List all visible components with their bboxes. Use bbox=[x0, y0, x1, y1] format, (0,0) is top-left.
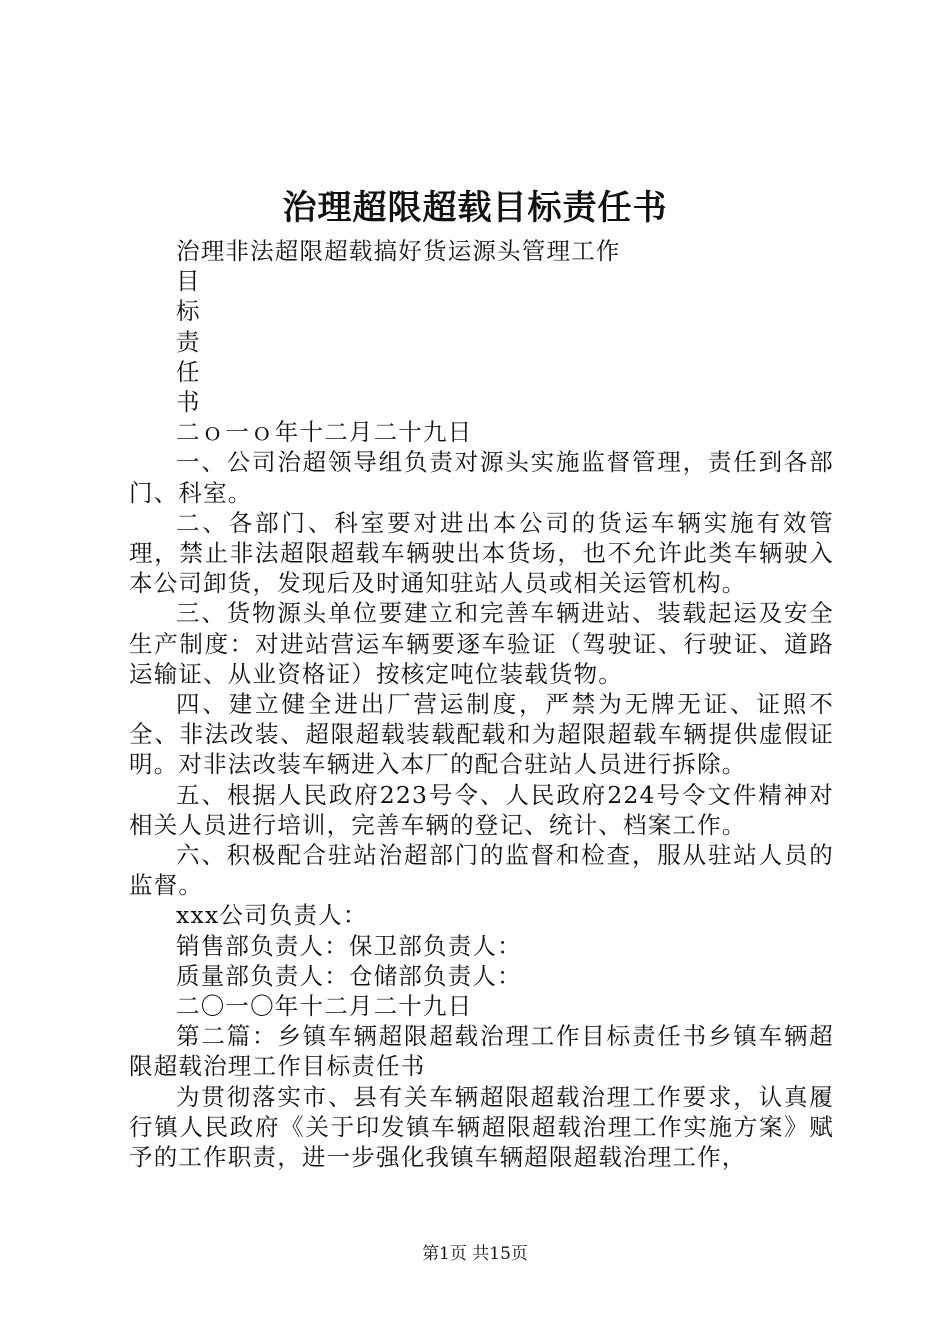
section-heading: 第二篇：乡镇车辆超限超载治理工作目标责任书乡镇车辆超限超载治理工作目标责任书 bbox=[129, 1022, 834, 1081]
paragraph: 六、积极配合驻站治超部门的监督和检查，服从驻站人员的监督。 bbox=[129, 841, 834, 900]
vertical-char: 责 bbox=[176, 327, 201, 356]
date-line: 二〇一〇年十二月二十九日 bbox=[176, 992, 473, 1021]
signature-line: xxx公司负责人： bbox=[176, 901, 368, 930]
signature-line: 销售部负责人：保卫部负责人： bbox=[176, 931, 522, 960]
document-title: 治理超限超载目标责任书 bbox=[282, 188, 668, 228]
intro-heading: 治理非法超限超载搞好货运源头管理工作 bbox=[176, 237, 621, 265]
paragraph: 三、货物源头单位要建立和完善车辆进站、装载起运及安全生产制度：对进站营运车辆要逐车验证（驾驶证、行驶证、道路运输证、从业资格证）按核定吨位装载货物。 bbox=[129, 599, 834, 688]
paragraph: 四、建立健全进出厂营运制度，严禁为无牌无证、证照不全、非法改装、超限超载装载配载和为超限超载车辆提供虚假证明。对非法改装车辆进入本厂的配合驻站人员进行拆除。 bbox=[129, 690, 834, 779]
page-number-footer: 第1页 共15页 bbox=[422, 1244, 528, 1264]
paragraph: 为贯彻落实市、县有关车辆超限超载治理工作要求，认真履行镇人民政府《关于印发镇车辆超限超载治理工作实施方案》赋予的工作职责，进一步强化我镇车辆超限超载治理工作， bbox=[129, 1082, 834, 1172]
date-line: 二ｏ一ｏ年十二月二十九日 bbox=[176, 418, 473, 447]
signature-line: 质量部负责人：仓储部负责人： bbox=[176, 961, 522, 990]
document-body bbox=[129, 236, 834, 1172]
paragraph: 二、各部门、科室要对进出本公司的货运车辆实施有效管理，禁止非法超限超载车辆驶出本货场，也不允许此类车辆驶入本公司卸货，发现后及时通知驻站人员或相关运管机构。 bbox=[129, 508, 834, 598]
vertical-char: 标 bbox=[176, 297, 201, 326]
vertical-char: 任 bbox=[176, 357, 201, 386]
paragraph: 五、根据人民政府223号令、人民政府224号令文件精神对相关人员进行培训，完善车辆的登记、统计、档案工作。 bbox=[129, 780, 834, 839]
paragraph: 一、公司治超领导组负责对源头实施监督管理，责任到各部门、科室。 bbox=[129, 448, 834, 507]
vertical-char: 目 bbox=[176, 267, 201, 296]
vertical-char: 书 bbox=[176, 388, 201, 417]
